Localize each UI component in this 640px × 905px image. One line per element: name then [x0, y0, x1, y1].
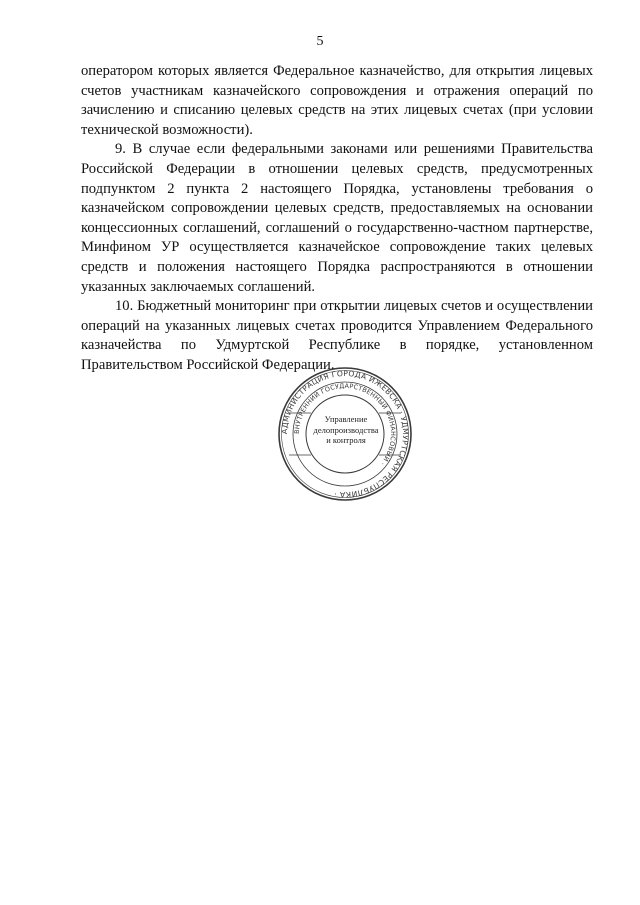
paragraph-10: 10. Бюджетный мониторинг при открытии лицевых счетов и осуществлении операций на указанных лицевых счетах проводится Управлением Федерального казначейства по Удмуртской Республике в порядке, установленном Правительством Российской Федерации.	[81, 298, 593, 373]
page-number: 5	[316, 34, 324, 49]
paragraph-9: 9. В случае если федеральными законами или решениями Правительства Российской Федерации в отношении целевых средств, предусмотренных подпунктом 2 пункта 2 настоящего Порядка, установлены требования о казначейском сопровождении целевых средств, предоставляемых на основании концессионных соглашений, соглашений о государственно-частном партнерстве, Минфином УР осуществляется казначейское сопровождение таких целевых средств и положения настоящего Порядка распространяются в отношении указанных заключаемых соглашений.	[81, 141, 593, 295]
official-seal	[277, 366, 413, 502]
seal-center-line-3: и контроля	[326, 435, 366, 445]
seal-center-text	[311, 414, 381, 446]
seal-inner-text: ВНУТРЕННИЙ ГОСУДАРСТВЕННЫЙ ФИНАНСОВЫЙ ·	[292, 381, 398, 468]
seal-center-line-2: делопроизводства	[313, 424, 379, 435]
paragraph-continuation: оператором которых является Федеральное казначейство, для открытия лицевых счетов участникам казначейского сопровождения и отражения операций по зачислению и списанию целевых средств на этих лицевых счетах (при условии технической возможности).	[81, 63, 593, 138]
seal-center-line-1: Управление	[324, 414, 368, 424]
document-body	[81, 62, 593, 376]
seal-outer-text: АДМИНИСТРАЦИЯ ГОРОДА ИЖЕВСКА · УДМУРТСКАЯ РЕСПУБЛИКА ·	[279, 368, 411, 500]
